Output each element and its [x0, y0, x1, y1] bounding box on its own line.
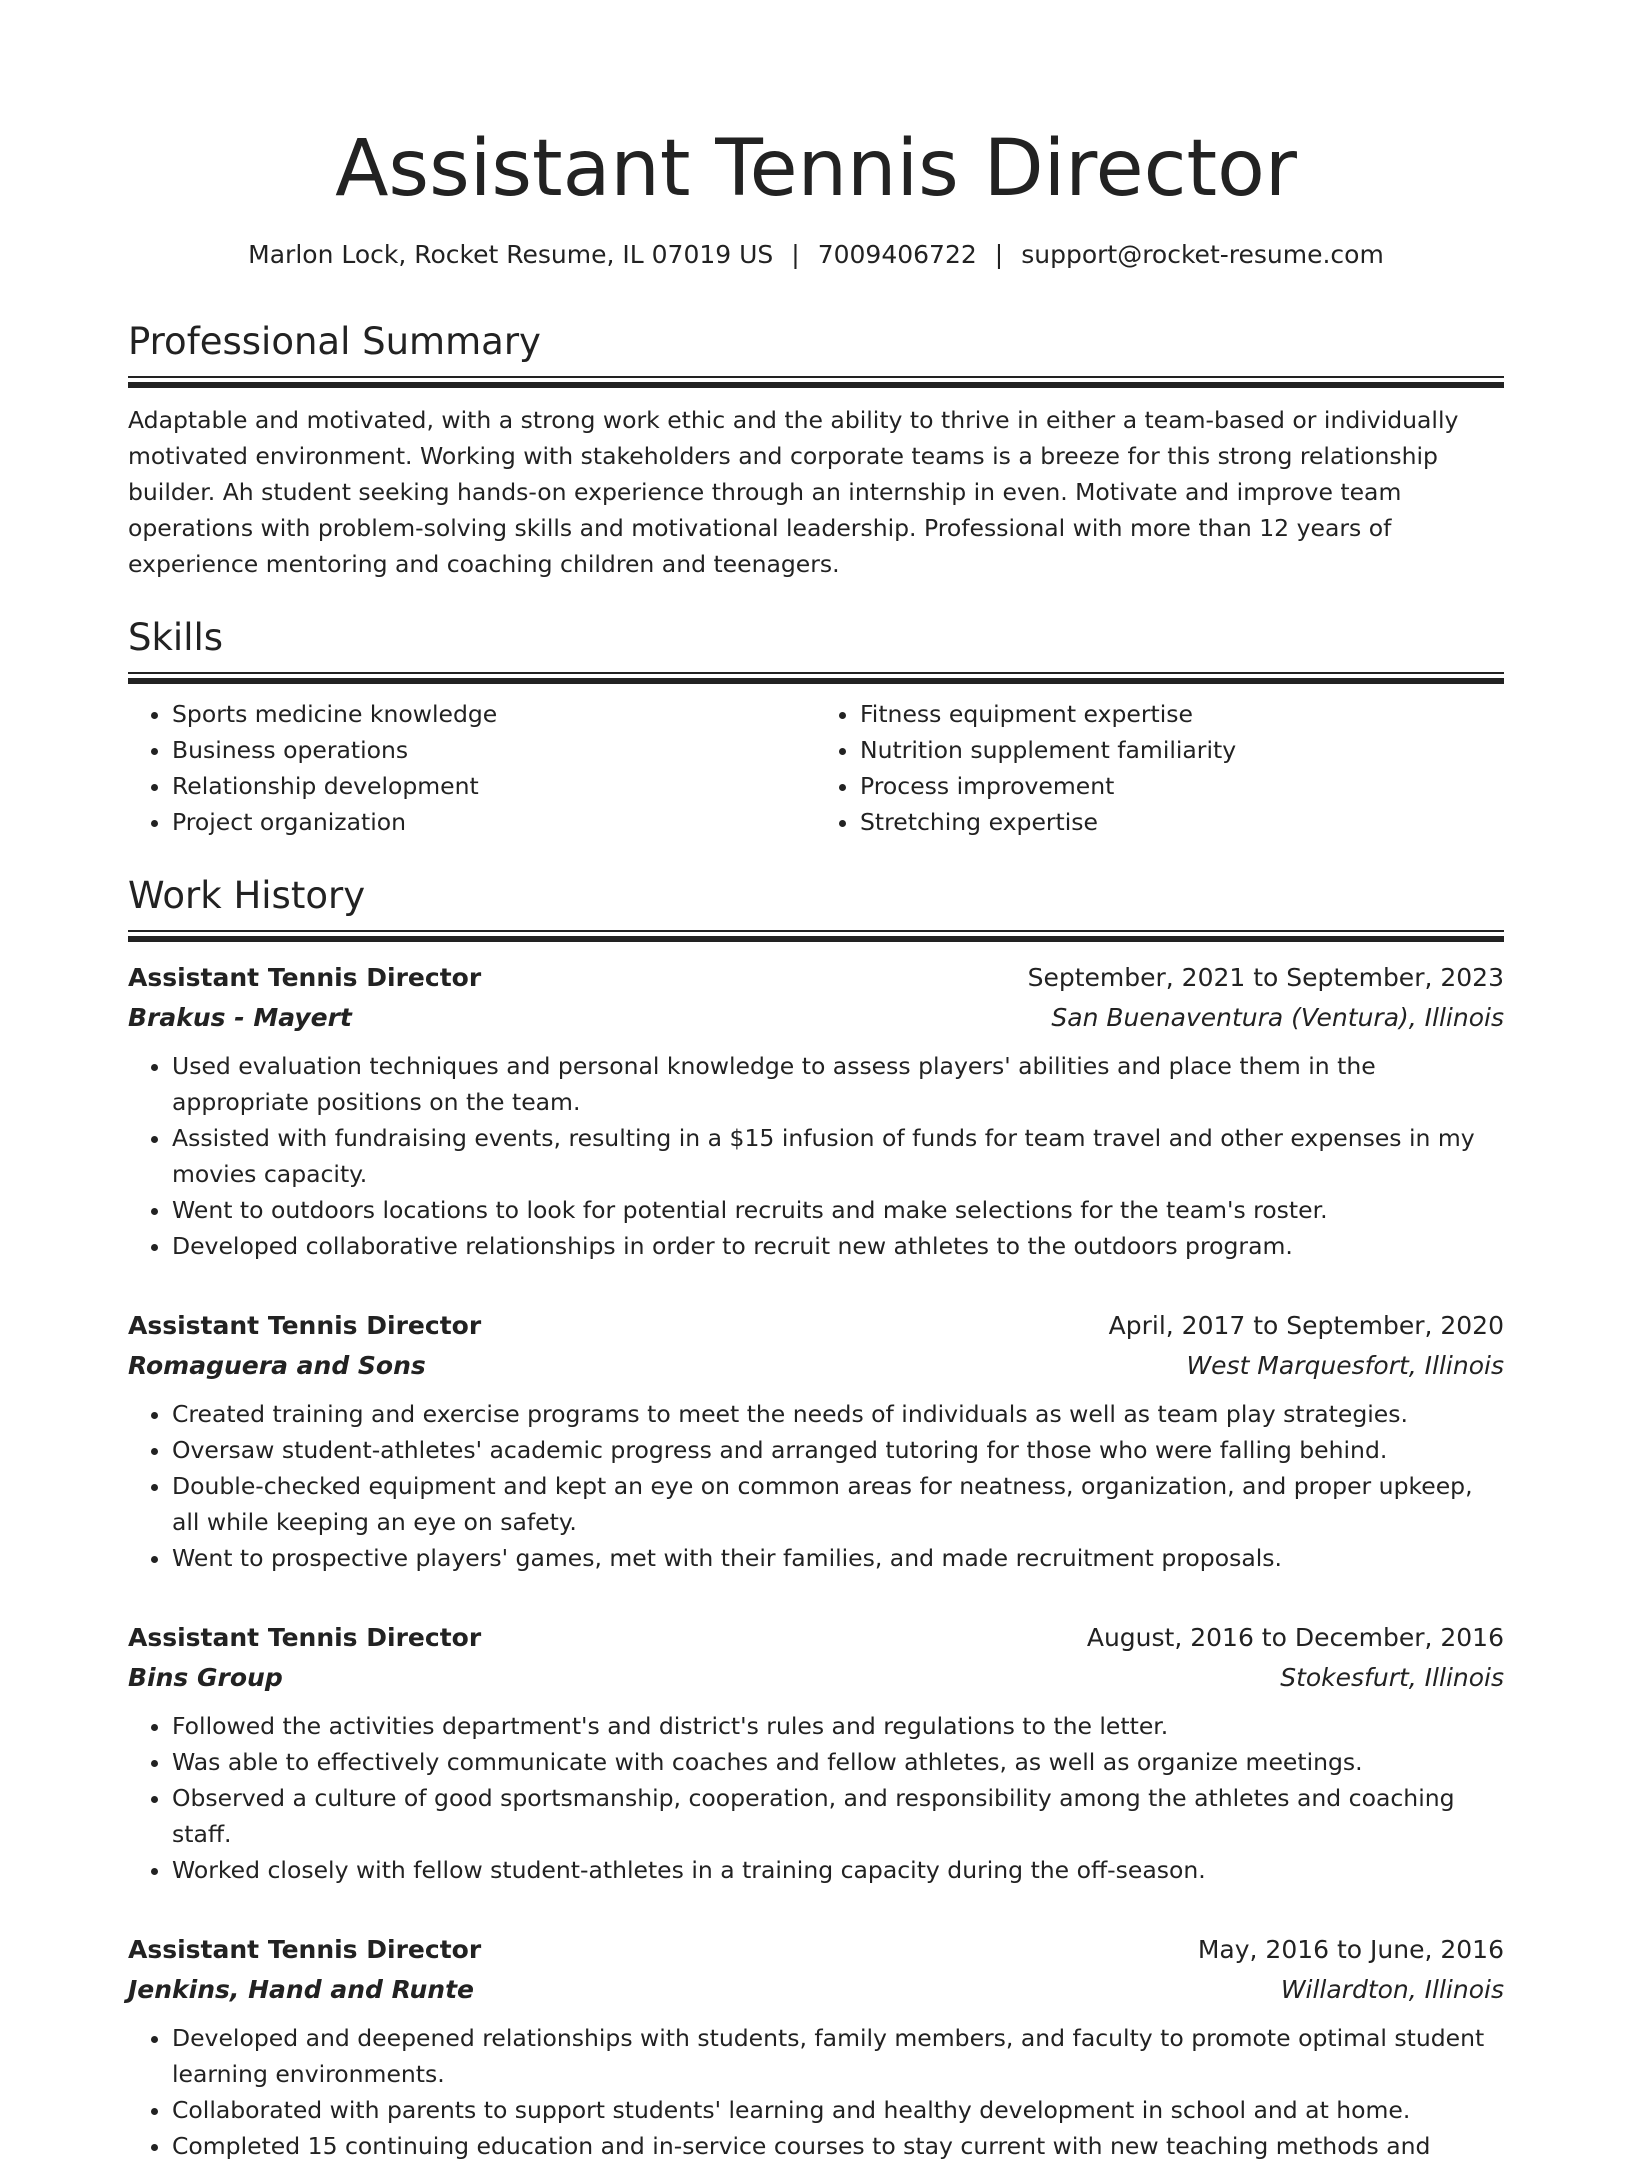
- skill-item: • Sports medicine knowledge: [172, 696, 816, 732]
- job-dates: May, 2016 to June, 2016: [1197, 1935, 1504, 1964]
- resume-page: [128, 0, 1504, 2164]
- skill-item: • Business operations: [172, 732, 816, 768]
- skill-item: • Nutrition supplement familiarity: [860, 732, 1504, 768]
- section-divider: [128, 376, 1504, 388]
- job-location: San Buenaventura (Ventura), Illinois: [1051, 1003, 1504, 1032]
- work-history-section: [128, 874, 1504, 2164]
- job-bullet: • Went to outdoors locations to look for potential recruits and make selections for the team's roster.: [172, 1192, 1504, 1228]
- job-location: Willardton, Illinois: [1280, 1975, 1504, 2004]
- section-heading-summary: Professional Summary: [128, 320, 541, 363]
- job-company-row: [128, 998, 1504, 1038]
- job-company-row: [128, 1346, 1504, 1386]
- job-company-row: [128, 1970, 1504, 2010]
- skill-item: • Process improvement: [860, 768, 1504, 804]
- section-divider: [128, 672, 1504, 684]
- job-bullet: • Completed 15 continuing education and in-service courses to stay current with new teaching methods and: [172, 2128, 1504, 2164]
- job-bullet: • Was able to effectively communicate with coaches and fellow athletes, as well as organize meetings.: [172, 1744, 1504, 1780]
- skills-column-left: [128, 696, 816, 840]
- job-company-row: [128, 1658, 1504, 1698]
- job-title-row: [128, 958, 1504, 998]
- job-entry: [128, 1306, 1504, 1576]
- section-divider: [128, 930, 1504, 942]
- professional-summary-section: [128, 320, 1504, 582]
- job-bullet: • Went to prospective players' games, met with their families, and made recruitment proposals.: [172, 1540, 1504, 1576]
- skills-section: [128, 616, 1504, 840]
- job-bullet: • Developed and deepened relationships with students, family members, and faculty to promote optimal student learning environments.: [172, 2020, 1504, 2092]
- job-company: Bins Group: [128, 1663, 283, 1692]
- summary-paragraph: Adaptable and motivated, with a strong work ethic and the ability to thrive in either a team-based or individually motivated environment. Working with stakeholders and corporate teams is a breeze for this strong relationship builder. Ah student seeking hands-on experience through an internship in even. Motivate and improve team operations with problem-solving skills and motivational leadership. Professional with more than 12 years of experience mentoring and coaching children and teenagers.: [128, 406, 1459, 578]
- job-entry: [128, 958, 1504, 1264]
- section-heading-work: Work History: [128, 874, 366, 917]
- skills-column-right: [816, 696, 1504, 840]
- job-location: West Marquesfort, Illinois: [1186, 1351, 1504, 1380]
- job-dates: April, 2017 to September, 2020: [1108, 1311, 1504, 1340]
- job-bullets: [128, 2020, 1504, 2164]
- skill-item: • Stretching expertise: [860, 804, 1504, 840]
- job-dates: September, 2021 to September, 2023: [1027, 963, 1504, 992]
- job-company: Jenkins, Hand and Runte: [128, 1975, 474, 2004]
- job-title: Assistant Tennis Director: [128, 1935, 482, 1964]
- job-location: Stokesfurt, Illinois: [1280, 1663, 1504, 1692]
- job-bullets: [128, 1708, 1504, 1888]
- contact-phone: 7009406722: [817, 240, 977, 269]
- resume-title: Assistant Tennis Director: [335, 124, 1297, 214]
- section-heading-skills: Skills: [128, 616, 224, 659]
- job-bullet: • Observed a culture of good sportsmanship, cooperation, and responsibility among the athletes and coaching staff.: [172, 1780, 1504, 1852]
- job-title: Assistant Tennis Director: [128, 1623, 482, 1652]
- job-bullet: • Created training and exercise programs to meet the needs of individuals as well as team play strategies.: [172, 1396, 1504, 1432]
- job-bullet: • Used evaluation techniques and personal knowledge to assess players' abilities and place them in the appropriate positions on the team.: [172, 1048, 1504, 1120]
- job-company: Romaguera and Sons: [128, 1351, 426, 1380]
- job-title-row: [128, 1930, 1504, 1970]
- contact-address: Marlon Lock, Rocket Resume, IL 07019 US: [248, 240, 774, 269]
- job-title: Assistant Tennis Director: [128, 1311, 482, 1340]
- skills-grid: [128, 696, 1504, 840]
- job-bullet: • Assisted with fundraising events, resulting in a $15 infusion of funds for team travel and other expenses in my movies capacity.: [172, 1120, 1504, 1192]
- job-bullets: [128, 1048, 1504, 1264]
- contact-email: support@rocket-resume.com: [1021, 240, 1384, 269]
- job-title-row: [128, 1306, 1504, 1346]
- job-bullet: • Double-checked equipment and kept an eye on common areas for neatness, organization, and proper upkeep, all while keeping an eye on safety.: [172, 1468, 1504, 1540]
- contact-line: [128, 238, 1504, 272]
- contact-separator: |: [791, 240, 800, 269]
- job-bullet: • Developed collaborative relationships in order to recruit new athletes to the outdoors program.: [172, 1228, 1504, 1264]
- job-dates: August, 2016 to December, 2016: [1086, 1623, 1504, 1652]
- job-bullets: [128, 1396, 1504, 1576]
- skill-item: • Fitness equipment expertise: [860, 696, 1504, 732]
- job-title-row: [128, 1618, 1504, 1658]
- skill-item: • Relationship development: [172, 768, 816, 804]
- job-company: Brakus - Mayert: [128, 1003, 352, 1032]
- skill-item: • Project organization: [172, 804, 816, 840]
- job-bullet: • Oversaw student-athletes' academic progress and arranged tutoring for those who were falling behind.: [172, 1432, 1504, 1468]
- job-bullet: • Followed the activities department's and district's rules and regulations to the letter.: [172, 1708, 1504, 1744]
- job-bullet: • Collaborated with parents to support students' learning and healthy development in school and at home.: [172, 2092, 1504, 2128]
- job-title: Assistant Tennis Director: [128, 963, 482, 992]
- job-entry: [128, 1618, 1504, 1888]
- job-bullet: • Worked closely with fellow student-athletes in a training capacity during the off-season.: [172, 1852, 1504, 1888]
- job-entry: [128, 1930, 1504, 2164]
- contact-separator: |: [994, 240, 1004, 269]
